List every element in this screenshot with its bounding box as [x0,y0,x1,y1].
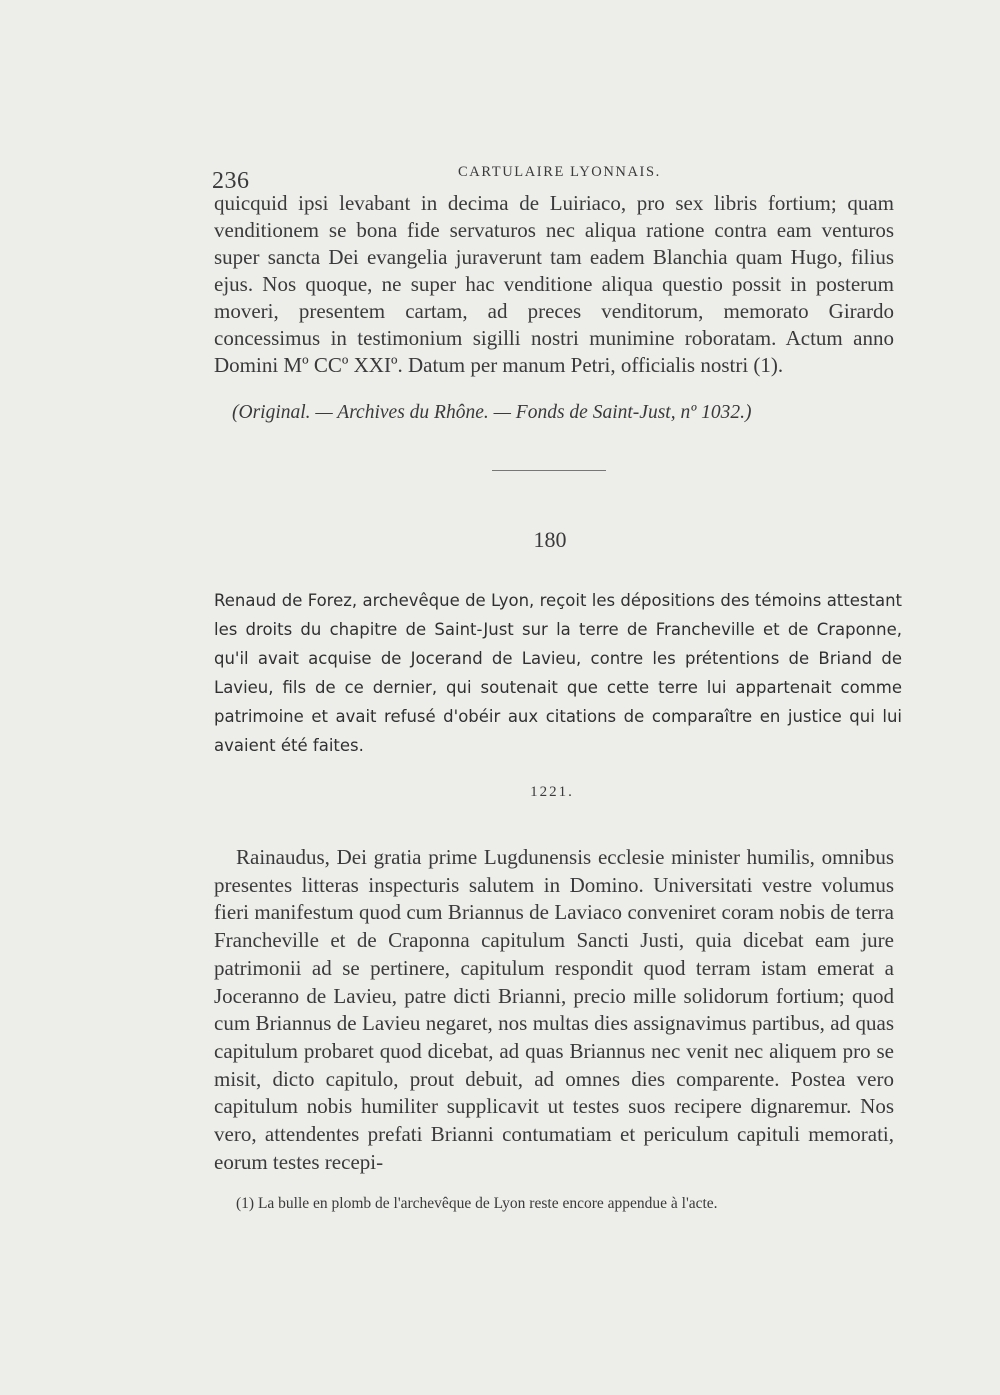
document-summary: Renaud de Forez, archevêque de Lyon, reçoit les dépositions des témoins attestant les droits du chapitre de Saint-Just sur la terre de Francheville et de Craponne, qu'il avait acquise de Jocerand de Lavieu, contre les prétentions de Briand de Lavieu, fils de ce dernier, qui soutenait que cette terre lui appartenait comme patrimoine et avait refusé d'obéir aux citations de comparaître en justice qui lui avaient été faites. [214,591,902,755]
document-number: 180 [533,527,567,552]
page-number: 236 [212,168,250,194]
page-header [212,160,892,194]
continued-paragraph: quicquid ipsi levabant in decima de Luiriaco, pro sex libris fortium; quam venditionem se bona fide servaturos nec aliqua ratione contra eam venturos super sancta Dei evangelia juraverunt tam eadem Blanchia quam Hugo, filius ejus. Nos quoque, ne super hac venditione aliqua questio possit in posterum moveri, presentem cartam, ad preces venditorum, memorato Girardo concessimus in testimonium sigilli nostri munimine roboratam. Actum anno Domini Mº CCº XXIº. Datum per manum Petri, officialis nostri (1). [214,191,894,377]
footnote: (1) La bulle en plomb de l'archevêque de Lyon reste encore appendue à l'acte. [236,1195,718,1212]
document-text: Rainaudus, Dei gratia prime Lugdunensis ecclesie minister humilis, omnibus presentes litteras inspecturis salutem in Domino. Universitati vestre volumus fieri manifestum quod cum Briannus de Laviaco conveniret coram nobis de terra Francheville et de Craponna capitulum Sancti Justi, quia dicebat eam jure patrimonii ad se pertinere, capitulum respondit quod terram istam emerat a Joceranno de Lavieu, patre dicti Brianni, precio mille solidorum fortium; quod cum Briannus de Lavieu negaret, nos multas dies assignavimus partibus, ad quas capitulum probaret quod dicebat, ad quas Briannus nec venit nec aliquem pro se misit, dicto capitulo, prout debuit, ad omnes dies comparente. Postea vero capitulum nobis humiliter supplicavit ut testes suos recipere dignaremur. Nos vero, attendentes prefati Brianni contumatiam et periculum capituli memorati, eorum testes recepi- [214,845,894,1174]
source-note: (Original. — Archives du Rhône. — Fonds de Saint-Just, nº 1032.) [232,402,752,423]
section-divider [492,470,606,471]
running-head: CARTULAIRE LYONNAIS. [458,164,661,180]
document-date: 1221. [530,784,574,800]
